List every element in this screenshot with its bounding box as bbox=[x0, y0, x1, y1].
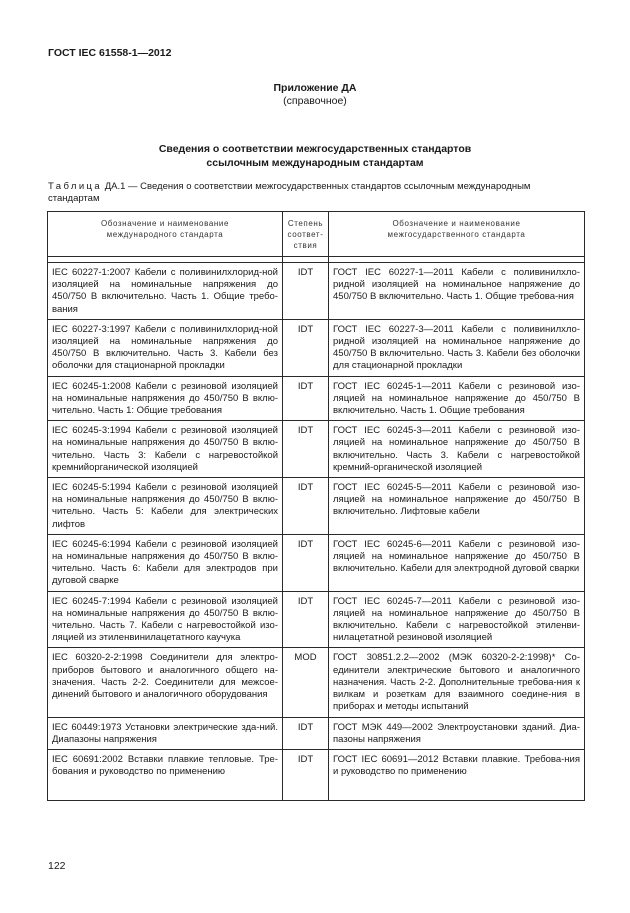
document-header: ГОСТ IEC 61558-1—2012 bbox=[48, 47, 172, 59]
correspondence-table bbox=[47, 211, 585, 801]
interstate-standard: ГОСТ IEC 60245-7—2011 Кабели с резиновой изо-ляцией на номинальное напряжение до 450/750 В включительно. Кабели с нагревостойкой этиленви-нилацетатной резиновой изоляцией bbox=[329, 591, 585, 648]
degree-of-correspondence: IDT bbox=[283, 717, 329, 749]
degree-of-correspondence: IDT bbox=[283, 319, 329, 376]
table-row bbox=[48, 749, 585, 800]
header-interstate: Обозначение и наименование межгосударственного стандарта bbox=[329, 212, 585, 257]
international-standard: IEC 60227-1:2007 Кабели с поливинилхлорид-ной изоляцией на номинальные напряжения до 450/750 В включительно. Часть 1. Общие требо-вания bbox=[48, 263, 283, 320]
appendix-subtitle: (справочное) bbox=[283, 95, 347, 107]
header-degree: Степень соответ- ствия bbox=[283, 212, 329, 257]
international-standard: IEC 60320-2-2:1998 Соединители для электро-приборов бытового и аналогичного общего на-значения. Часть 2-2. Соединители для межсое-динений бытового и аналогичного оборудования bbox=[48, 648, 283, 717]
degree-of-correspondence: MOD bbox=[283, 648, 329, 717]
degree-of-correspondence: IDT bbox=[283, 749, 329, 800]
degree-of-correspondence: IDT bbox=[283, 478, 329, 535]
interstate-standard: ГОСТ 30851.2.2—2002 (МЭК 60320-2-2:1998)* Со-единители электрические бытового и аналогичного назначения. Часть 2-2. Дополнительные требова-ния к вилкам и розеткам для взаимного соедине-ния в приборах и методы испытаний bbox=[329, 648, 585, 717]
table-header bbox=[48, 212, 585, 263]
interstate-standard: ГОСТ IEC 60691—2012 Вставки плавкие. Требова-ния и руководство по применению bbox=[329, 749, 585, 800]
degree-of-correspondence: IDT bbox=[283, 534, 329, 591]
interstate-standard: ГОСТ МЭК 449—2002 Электроустановки зданий. Диа-пазоны напряжения bbox=[329, 717, 585, 749]
table-row bbox=[48, 263, 585, 320]
title-line-1: Сведения о соответствии межгосударственных стандартов bbox=[158, 143, 472, 155]
degree-of-correspondence: IDT bbox=[283, 421, 329, 478]
title-line-2: ссылочным международным стандартам bbox=[206, 157, 424, 169]
degree-of-correspondence: IDT bbox=[283, 376, 329, 421]
caption-label: Таблица bbox=[48, 181, 103, 192]
degree-of-correspondence: IDT bbox=[283, 591, 329, 648]
table-row bbox=[48, 648, 585, 717]
page-number: 122 bbox=[48, 860, 66, 872]
interstate-standard: ГОСТ IEC 60245-1—2011 Кабели с резиновой изо-ляцией на номинальное напряжение до 450/750 В включительно. Часть 1. Общие требования bbox=[329, 376, 585, 421]
table-row bbox=[48, 717, 585, 749]
appendix-title: Приложение ДА bbox=[273, 82, 357, 94]
interstate-standard: ГОСТ IEC 60245-6—2011 Кабели с резиновой изо-ляцией на номинальное напряжение до 450/750 В включительно. Кабели для электродной дуговой сварки bbox=[329, 534, 585, 591]
table-row bbox=[48, 421, 585, 478]
interstate-standard: ГОСТ IEC 60227-1—2011 Кабели с поливинилхло-ридной изоляцией на номинальное напряжение до 450/750 В включительно. Часть 1. Общие требова-ния bbox=[329, 263, 585, 320]
header-row bbox=[48, 212, 585, 257]
interstate-standard: ГОСТ IEC 60227-3—2011 Кабели с поливинилхло-ридной изоляцией на номинальное напряжение до 450/750 В включительно. Часть 3. Кабели без оболочки для стационарной прокладки bbox=[329, 319, 585, 376]
table-row bbox=[48, 591, 585, 648]
degree-of-correspondence: IDT bbox=[283, 263, 329, 320]
international-standard: IEC 60245-1:2008 Кабели с резиновой изоляцией на номинальные напряжения до 450/750 В вклю-чительно. Часть 1: Общие требования bbox=[48, 376, 283, 421]
header-international: Обозначение и наименование международного стандарта bbox=[48, 212, 283, 257]
international-standard: IEC 60245-6:1994 Кабели с резиновой изоляцией на номинальные напряжения до 450/750 В вклю-чительно. Часть 6: Кабели для электродов при дуговой сварке bbox=[48, 534, 283, 591]
table-row bbox=[48, 534, 585, 591]
interstate-standard: ГОСТ IEC 60245-3—2011 Кабели с резиновой изо-ляцией на номинальное напряжение до 450/750 В включительно. Часть 3. Кабели с нагревостойкой кремний-органической изоляцией bbox=[329, 421, 585, 478]
page-title bbox=[0, 142, 630, 170]
table-row bbox=[48, 478, 585, 535]
international-standard: IEC 60449:1973 Установки электрические зда-ний. Диапазоны напряжения bbox=[48, 717, 283, 749]
table-row bbox=[48, 376, 585, 421]
international-standard: IEC 60245-3:1994 Кабели с резиновой изоляцией на номинальные напряжения до 450/750 В вклю-чительно. Часть 3: Кабели с нагревостойкой кремнийорганической изоляцией bbox=[48, 421, 283, 478]
table-row bbox=[48, 319, 585, 376]
interstate-standard: ГОСТ IEC 60245-5—2011 Кабели с резиновой изо-ляцией на номинальное напряжение до 450/750 В включительно. Лифтовые кабели bbox=[329, 478, 585, 535]
table-caption bbox=[48, 181, 583, 205]
table-body bbox=[48, 263, 585, 801]
caption-text: ДА.1 — Сведения о соответствии межгосударственных стандартов ссылочным международным стандартам bbox=[48, 181, 531, 204]
international-standard: IEC 60245-5:1994 Кабели с резиновой изоляцией на номинальные напряжения до 450/750 В вклю-чительно. Часть 5: Кабели для электрических лифтов bbox=[48, 478, 283, 535]
international-standard: IEC 60245-7:1994 Кабели с резиновой изоляцией на номинальные напряжения до 450/750 В вклю-чительно. Часть 7. Кабели с нагревостойкой изо-ляцией из этиленвинилацетатного каучука bbox=[48, 591, 283, 648]
international-standard: IEC 60227-3:1997 Кабели с поливинилхлорид-ной изоляцией на номинальные напряжения до 450/750 В включительно. Часть 3. Кабели без оболочки для стационарной прокладки bbox=[48, 319, 283, 376]
international-standard: IEC 60691:2002 Вставки плавкие тепловые. Тре-бования и руководство по применению bbox=[48, 749, 283, 800]
